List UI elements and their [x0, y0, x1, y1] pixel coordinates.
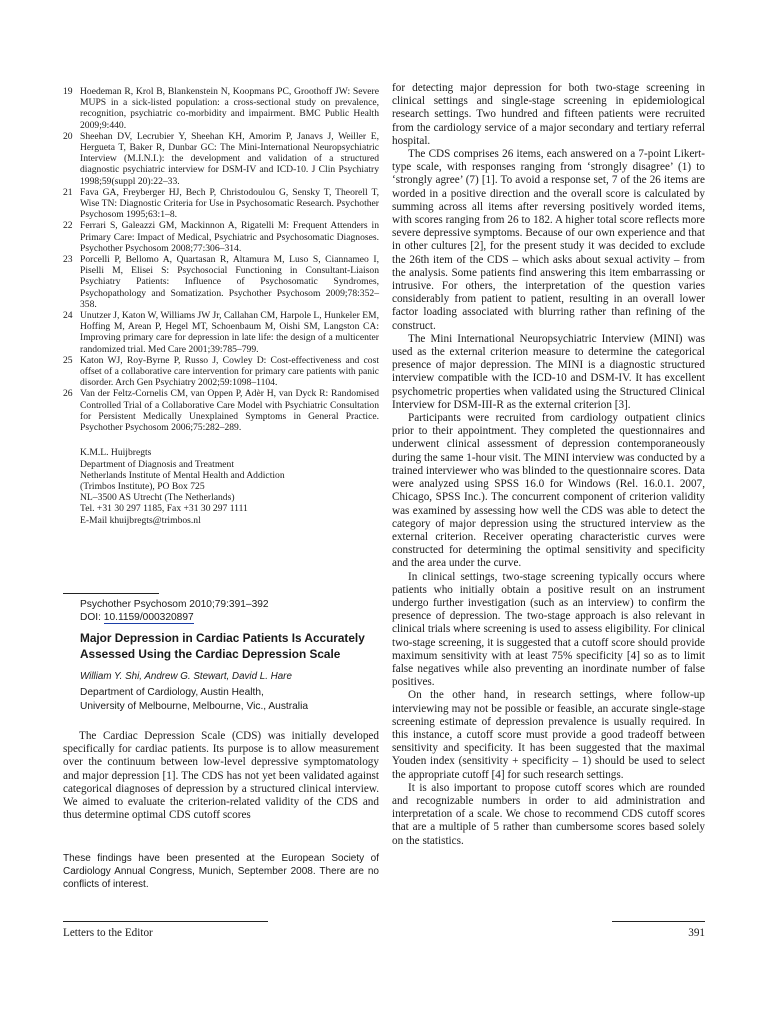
contact-email[interactable]: E-Mail khuijbregts@trimbos.nl	[80, 514, 201, 526]
body-paragraph: for detecting major depression for both two-stage screening in clinical settings and single-stage screening in epidemiological research settings. Two hundred and fifteen patients were recruited from the cardiology service of a major secondary and tertiary referral hospital.	[392, 82, 705, 147]
reference-text: Hoedeman R, Krol B, Blankenstein N, Koopmans PC, Groothoff JW: Severe MUPS in a sick-listed population: a cross-sectional study on prevalence, recognition, psychiatric co-morbidity and impairment. BMC Public Health 2009;9:440.	[80, 86, 379, 131]
article-affiliation	[80, 686, 380, 714]
contact-department: Department of Diagnosis and Treatment	[80, 458, 235, 470]
contact-phone: Tel. +31 30 297 1185, Fax +31 30 297 1111	[80, 503, 248, 515]
body-paragraph: It is also important to propose cutoff scores which are rounded and recognizable numbers in order to aid administration and interpretation of a scale. We chose to recommend CDS cutoff scores that are a multiple of 5 rather than cumbersome scores based solely on the statistics.	[392, 781, 705, 847]
doi-line	[80, 611, 380, 624]
reference-text: Fava GA, Freyberger HJ, Bech P, Christodoulou G, Sensky T, Theorell T, Wise TN: Diagnostic Criteria for Use in Psychosomatic Research. Psychother Psychosom 1995;63:1–8.	[80, 186, 379, 221]
reference-number: 21	[63, 186, 73, 198]
article-divider	[63, 593, 159, 594]
body-paragraph: The Mini International Neuropsychiatric Interview (MINI) was used as the external criterion measure to determine the categorical presence of major depression. The MINI is a diagnostic structured interview compatible with the ICD-10 and DSM-IV. It has excellent psychometric properties when validated using the Structured Clinical Interview for DSM-III-R as the external criterion [3].	[392, 332, 705, 411]
journal-citation: Psychother Psychosom 2010;79:391–392	[80, 599, 269, 610]
affiliation-line: University of Melbourne, Melbourne, Vic., Australia	[80, 701, 309, 712]
left-column	[63, 86, 379, 526]
reference-text: Unutzer J, Katon W, Williams JW Jr, Callahan CM, Harpole L, Hunkeler EM, Hoffing M, Arean P, Hegel MT, Schoenbaum M, Oishi SM, Langston CA: Improving primary care for depression in late life: the design of a multicenter randomized trial. Med Care 2001;39:785–799.	[80, 310, 379, 355]
reference-number: 22	[63, 220, 73, 232]
doi-prefix: DOI:	[80, 612, 104, 623]
journal-citation-block	[80, 598, 380, 624]
reference-number: 24	[63, 310, 73, 322]
reference-text: Porcelli P, Bellomo A, Quartasan R, Altamura M, Luso S, Ciannameo I, Piselli M, Elisei S: Psychosocial Functioning in Consultant-Liaison Psychiatry Patients: Influence of Psychosomatic Syndromes, Psychopathology and Somatization. Psychother Psychosom 2009;78:352–358.	[80, 254, 379, 310]
reference-item	[63, 131, 379, 187]
body-paragraph: Participants were recruited from cardiology outpatient clinics prior to their appointment. They completed the questionnaires and underwent clinical assessment of depression contemporaneously during the same 1-hour visit. The MINI interview was conducted by a trained interviewer who was blinded to the questionnaire scores. Data were analyzed using SPSS 16.0 for Windows (Rel. 16.0.1. 2007, Chicago, SPSS Inc.). The concurrent component of criterion validity was examined by assessing how well the CDS was able to detect the category of major depression using the structured interview as the external criterion. Receiver operating characteristic curves were constructed for determining the optimal sensitivity and specificity and the area under the curve.	[392, 412, 705, 570]
reference-item	[63, 220, 379, 254]
reference-list	[63, 86, 379, 433]
reference-number: 25	[63, 354, 73, 366]
footer-rule-left	[63, 921, 268, 922]
left-body-text	[63, 730, 379, 822]
article-authors: William Y. Shi, Andrew G. Stewart, David L. Hare	[80, 671, 292, 682]
reference-text: Ferrari S, Galeazzi GM, Mackinnon A, Rigatelli M: Frequent Attenders in Primary Care: Impact of Medical, Psychiatric and Psychosomatic Diagnoses. Psychother Psychosom 2008;77:306–314.	[80, 220, 379, 254]
reference-number: 19	[63, 86, 73, 97]
reference-text: Van der Feltz-Cornelis CM, van Oppen P, Adèr H, van Dyck R: Randomised Controlled Trial of a Collaborative Care Model with Psychiatric Consultation for Persistent Medically Unexplained Symptoms in General Practice. Psychother Psychosom 2006;75:282–289.	[80, 388, 379, 434]
body-paragraph: On the other hand, in research settings, where follow-up interviewing may not be possible or feasible, an accurate single-stage screening estimate of depression prevalence is usually required. In this instance, a cutoff score must provide a good tradeoff between sensitivity and specificity. It has been suggested that the maximal Youden index (sensitivity + specificity – 1) should be used to select the appropriate cutoff [4] for such research settings.	[392, 689, 705, 781]
contact-name: K.M.L. Huijbregts	[80, 447, 152, 459]
affiliation-line: Department of Cardiology, Austin Health,	[80, 687, 264, 698]
body-paragraph: In clinical settings, two-stage screening typically occurs where patients who initially obtain a positive result on an instrument undergo further investigation (such as an interview) to confirm the presence of depression. The two-stage approach is also relevant in clinical trials where screening is used to assess eligibility. For clinical two-stage screening, it is suggested that a cutoff score should provide maximum sensitivity with at least 75% specificity [4] so as to limit false negatives while also preventing an inordinate number of false positives.	[392, 570, 705, 689]
right-column	[392, 82, 705, 848]
article-title: Major Depression in Cardiac Patients Is Accurately Assessed Using the Cardiac Depression Scale	[80, 631, 365, 661]
reference-text: Sheehan DV, Lecrubier Y, Sheehan KH, Amorim P, Janavs J, Weiller E, Hergueta T, Baker R, Dunbar GC: The Mini-International Neuropsychiatric Interview (M.I.N.I.): the development and validation of a structured diagnostic psychiatric interview for DSM-IV and ICD-10. J Clin Psychiatry 1998;59(suppl 20):22–33.	[80, 130, 379, 187]
article-footnote: These findings have been presented at the European Society of Cardiology Annual Congress, Munich, September 2008. There are no conflicts of interest.	[63, 853, 379, 890]
reference-number: 23	[63, 254, 73, 266]
reference-item	[63, 254, 379, 310]
footer-rule-right	[612, 921, 705, 922]
footer-section-title: Letters to the Editor	[63, 927, 153, 939]
body-paragraph: The CDS comprises 26 items, each answered on a 7-point Likert-type scale, with responses ranging from ‘strongly disagree’ (1) to ‘strongly agree’ (7) [1]. To avoid a response set, 7 of the 26 items are worded in a positive direction and the overall score is calculated by summing across all items after reversing positively worded items, with scores ranging from 26 to 182. A higher total score reflects more severe depressive symptoms. Because of our own experience and that in other cultures [2], for the present study it was decided to exclude the 26th item of the CDS – which asks about sexual activity – from the analysis. Some patients find answering this item embarrassing or intrusive. For others, the interpretation of the question varies considerably from patient to patient, resulting in an overall lower factor loading associated with blurring rather than refining of the construct.	[392, 148, 705, 332]
doi-link[interactable]: 10.1159/000320897	[103, 612, 194, 623]
reference-text: Katon WJ, Roy-Byrne P, Russo J, Cowley D: Cost-effectiveness and cost offset of a collaborative care intervention for primary care patients with panic disorder. Arch Gen Psychiatry 2002;59:1098–1104.	[80, 354, 379, 389]
reference-item	[63, 388, 379, 433]
contact-institute: Netherlands Institute of Mental Health and Addiction	[80, 469, 285, 481]
page-number: 391	[688, 927, 705, 939]
correspondence-address	[63, 447, 379, 525]
reference-number: 20	[63, 130, 73, 142]
reference-item	[63, 310, 379, 355]
contact-city: NL–3500 AS Utrecht (The Netherlands)	[80, 492, 235, 504]
reference-item	[63, 86, 379, 131]
reference-item	[63, 355, 379, 389]
contact-institute-line2: (Trimbos Institute), PO Box 725	[80, 480, 205, 492]
reference-number: 26	[63, 388, 73, 400]
reference-item	[63, 187, 379, 221]
body-paragraph: The Cardiac Depression Scale (CDS) was initially developed specifically for cardiac patients. Its purpose is to allow measurement over the continuum between low-level depressive symptomatology and major depression [1]. The CDS has not yet been validated against categorical diagnoses of depression by a structured clinical interview. We aimed to evaluate the criterion-related validity of the CDS and thus determine optimal CDS cutoff scores	[63, 730, 379, 822]
